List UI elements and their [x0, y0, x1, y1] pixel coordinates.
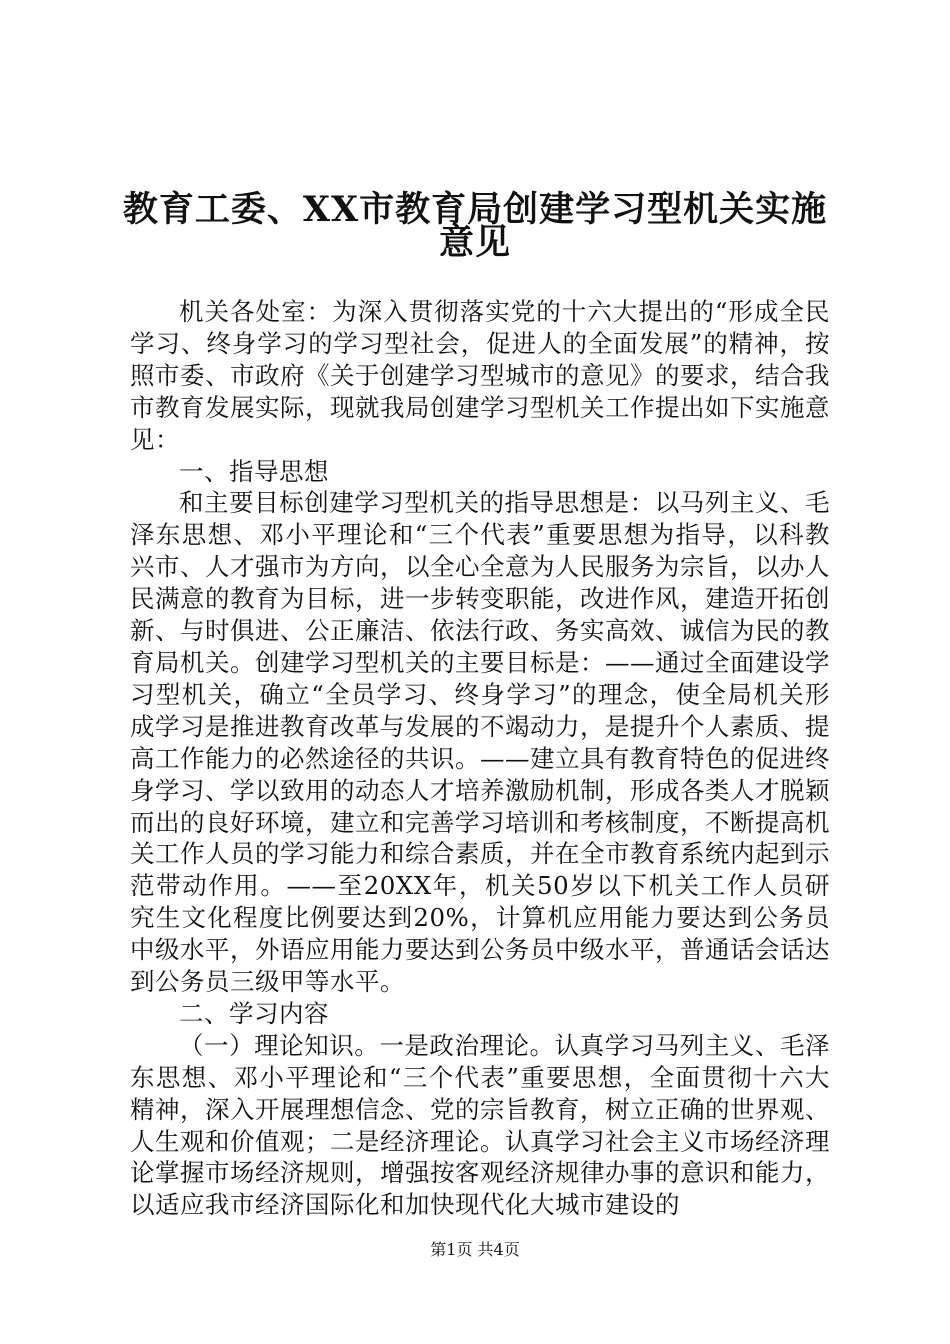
- intro-paragraph: 机关各处室：为深入贯彻落实党的十六大提出的“形成全民学习、终身学习的学习型社会，促进人的全面发展”的精神，按照市委、市政府《关于创建学习型城市的意见》的要求，结合我市教育发展实际，现就我局创建学习型机关工作提出如下实施意见：: [130, 297, 830, 454]
- document-body: [130, 296, 830, 1221]
- guiding-ideology-paragraph: 和主要目标创建学习型机关的指导思想是：以马列主义、毛泽东思想、邓小平理论和“三个代表”重要思想为指导，以科教兴市、人才强市为方向，以全心全意为人民服务为宗旨，以办人民满意的教育为目标，进一步转变职能，改进作风，建造开拓创新、与时俱进、公正廉洁、依法行政、务实高效、诚信为民的教育局机关。创建学习型机关的主要目标是：——通过全面建设学习型机关，确立“全员学习、终身学习”的理念，使全局机关形成学习是推进教育改革与发展的不竭动力，是提升个人素质、提高工作能力的必然途径的共识。——建立具有教育特色的促进终身学习、学以致用的动态人才培养激励机制，形成各类人才脱颖而出的良好环境，建立和完善学习培训和考核制度，不断提高机关工作人员的学习能力和综合素质，并在全市教育系统内起到示范带动作用。——至20XX年，机关50岁以下机关工作人员研究生文化程度比例要达到20%，计算机应用能力要达到公务员中级水平，外语应用能力要达到公务员中级水平，普通话会话达到公务员三级甲等水平。: [130, 488, 830, 997]
- document-title-line-2: 意见: [438, 222, 511, 263]
- learning-content-paragraph: （一）理论知识。一是政治理论。认真学习马列主义、毛泽东思想、邓小平理论和“三个代表”重要思想，全面贯彻十六大精神，深入开展理想信念、党的宗旨教育，树立正确的世界观、人生观和价值观；二是经济理论。认真学习社会主义市场经济理论掌握市场经济规则，增强按客观经济规律办事的意识和能力，以适应我市经济国际化和加快现代化大城市建设的: [130, 1030, 830, 1220]
- section-heading-learning-content: 二、学习内容: [179, 998, 329, 1028]
- document-title-line-1: 教育工委、XX市教育局创建学习型机关实施: [122, 189, 828, 230]
- section-heading-guiding-ideology: 一、指导思想: [179, 456, 329, 486]
- page-footer: 第1页 共4页: [430, 1240, 520, 1259]
